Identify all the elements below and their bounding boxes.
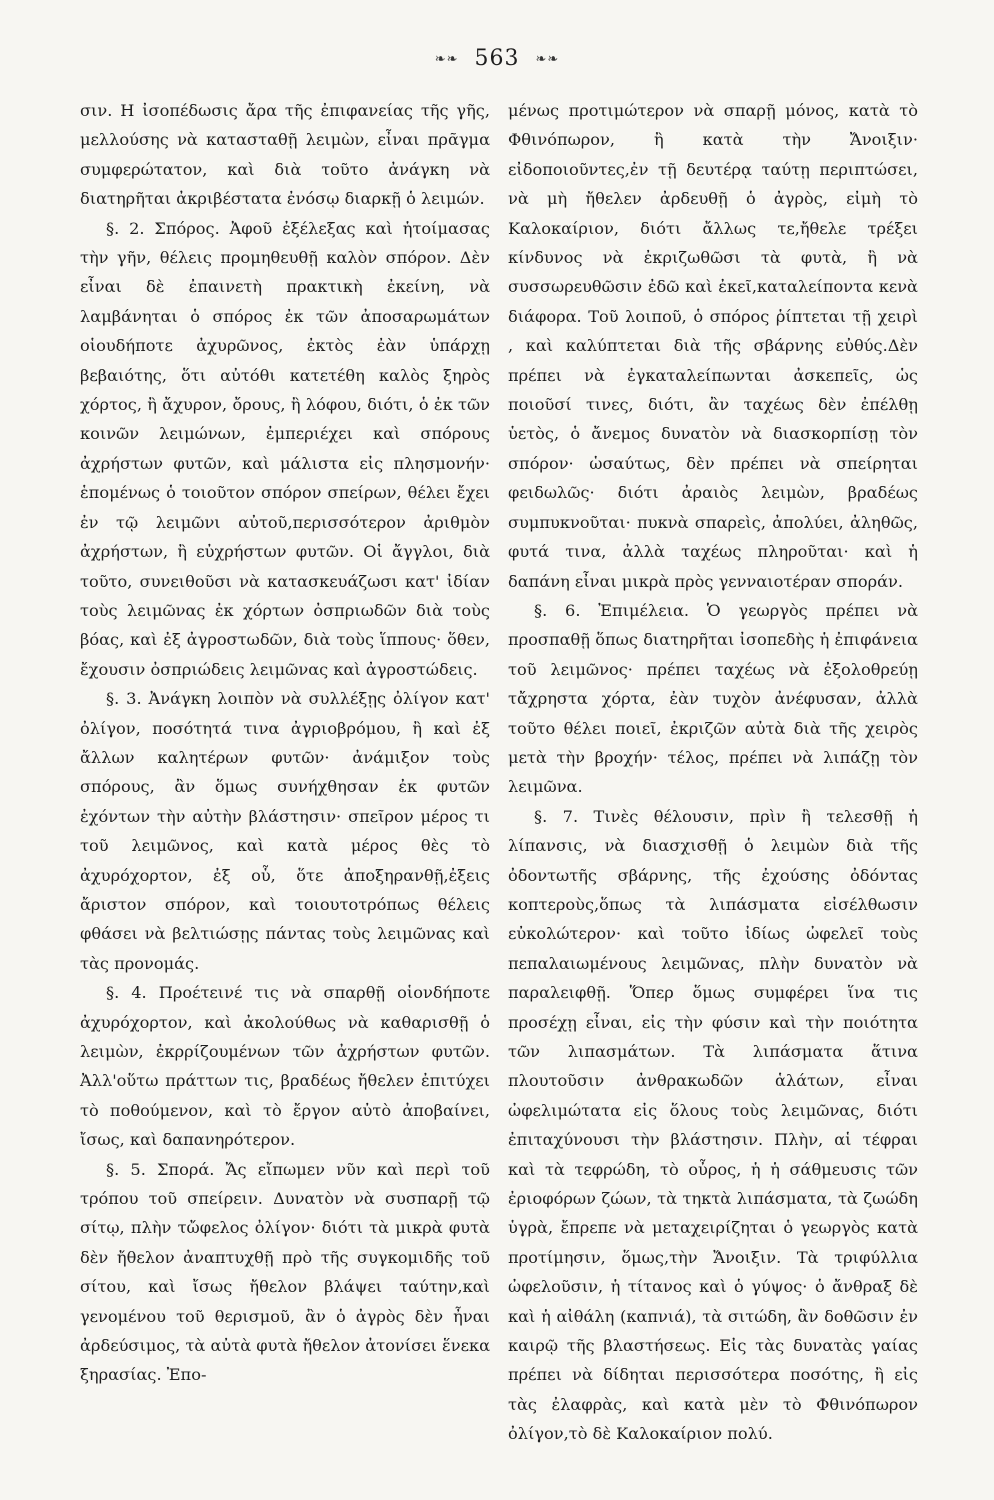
paragraph-section-2: §. 2. Σπόρος. Ἀφοῦ ἐξέλεξας καὶ ἡτοίμασας τὴν γῆν, θέλεις προμηθευθῇ καλὸν σπόρον. Δὲν εἶναι δὲ ἐπαινετὴ πρακτικὴ ἐκείνη, νὰ λαμβάνηται ὁ σπόρος ἐκ τῶν ἀποσαρωμάτων οἱουδήποτε ἀχυρῶνος, ἐκτὸς ἐὰν ὑπάρχῃ βεβαιότης, ὅτι αὐτόθι κατετέθη καλὸς ξηρὸς χόρτος, ἢ ἄχυρον, ὄρους, ἢ λόφου, διότι, ὁ ἐκ τῶν κοινῶν λειμώνων, ἐμπεριέχει καὶ σπόρους ἀχρήστων φυτῶν, καὶ μάλιστα εἰς πλησμονήν· ἑπομένως ὁ τοιοῦτον σπόρον σπείρων, θέλει ἔχει ἐν τῷ λειμῶνι αὐτοῦ,περισσότερον ἀριθμὸν ἀχρήστων, ἢ εὐχρήστων φυτῶν. Οἱ ἄγγλοι, διὰ τοῦτο, συνειθοῦσι νὰ κατασκευάζωσι κατ' ἰδίαν τοὺς λειμῶνας ἐκ χόρτων ὀσπριωδῶν διὰ τοὺς βόας, καὶ ἐξ ἀγροστωδῶν, διὰ τοὺς ἵππους· ὅθεν, ἔχουσιν ὀσπριώδεις λειμῶνας καὶ ἀγροστώδεις. bbox=[80, 218, 490, 679]
paragraph-section-4: §. 4. Προέτεινέ τις νὰ σπαρθῇ οἱονδήποτε ἀχυρόχορτον, καὶ ἀκολούθως νὰ καθαρισθῇ ὁ λειμὼν, ἐκρρίζουμένων τῶν ἀχρήστων φυτῶν. Ἀλλ'οὕτω πράττων τις, βραδέως ἤθελεν ἐπιτύχει τὸ ποθούμενον, καὶ τὸ ἔργον αὐτὸ ἀποβαίνει, ἴσως, καὶ δαπανηρότερον. bbox=[80, 983, 490, 1150]
page-number: 563 bbox=[474, 46, 520, 71]
page-header bbox=[0, 46, 994, 71]
header-ornament-right: ❧❧ bbox=[535, 51, 560, 67]
paragraph-section-7: §. 7. Τινὲς θέλουσιν, πρὶν ἢ τελεσθῇ ἡ λίπανσις, νὰ διασχισθῇ ὁ λειμὼν διὰ τῆς ὀδοντωτῆς σβάρνης, τῆς ἐχούσης ὀδόντας κοπτεροὺς,ὅπως τὰ λιπάσματα εἰσέλθωσιν εὐκολώτερον· καὶ τοῦτο ἰδίως ὠφελεῖ τοὺς πεπαλαιωμένους λειμῶνας, πλὴν δυνατὸν νὰ παραλειφθῇ. Ὅπερ ὅμως συμφέρει ἵνα τις προσέχῃ εἶναι, εἰς τὴν φύσιν καὶ τὴν ποιότητα τῶν λιπασμάτων. Τὰ λιπάσματα ἅτινα πλουτοῦσιν ἀνθρακωδῶν ἁλάτων, εἶναι ὠφελιμώτατα εἰς ὅλους τοὺς λειμῶνας, διότι ἐπιταχύνουσι τὴν βλάστησιν. Πλὴν, αἱ τέφραι καὶ τὰ τεφρώδη, τὸ οὖρος, ἡ ἡ σάθμευσις τῶν ἐριοφόρων ζώων, τὰ τηκτὰ λιπάσματα, τὰ ζωώδη ὑγρὰ, ἔπρεπε νὰ μεταχειρίζηται ὁ γεωργὸς κατὰ προτίμησιν, ὅμως,τὴν Ἄνοιξιν. Τὰ τριφύλλια ὠφελοῦσιν, ἡ τίτανος καὶ ὁ γύψος· ὁ ἄνθραξ δὲ καὶ ἡ αἰθάλη (καπνιά), τὰ σιτώδη, ἂν δοθῶσιν ἐν καιρῷ τῆς βλαστήσεως. Εἰς τὰς δυνατὰς γαίας πρέπει νὰ δίδηται περισσότερα ποσότης, ἢ εἰς τὰς ἐλαφρὰς, καὶ κατὰ μὲν τὸ Φθινόπωρον ὀλίγον,τὸ δὲ Καλοκαίριον πολύ. bbox=[508, 806, 918, 1444]
paragraph-section-6: §. 6. Ἐπιμέλεια. Ὁ γεωργὸς πρέπει νὰ προσπαθῇ ὅπως διατηρῆται ἰσοπεδὴς ἡ ἐπιφάνεια τοῦ λειμῶνος· πρέπει ταχέως νὰ ἐξολοθρεύῃ τἄχρηστα χόρτα, ἐὰν τυχὸν ἀνέφυσαν, ἀλλὰ τοῦτο θέλει ποιεῖ, ἐκριζῶν αὐτὰ διὰ τῆς χειρὸς μετὰ τὴν βροχήν· τέλος, πρέπει νὰ λιπάζῃ τὸν λειμῶνα. bbox=[508, 600, 918, 797]
paragraph: σιν. Η ἰσοπέδωσις ἄρα τῆς ἐπιφανείας τῆς γῆς, μελλούσης νὰ κατασταθῇ λειμὼν, εἶναι πρᾶγμα συμφερώτατον, καὶ διὰ τοῦτο ἀνάγκη νὰ διατηρῆται ἀκριβέστατα ἐνόσῳ διαρκῇ ὁ λειμών. bbox=[80, 101, 490, 209]
header-ornament-left: ❧❧ bbox=[434, 51, 459, 67]
paragraph: μένως προτιμώτερον νὰ σπαρῇ μόνος, κατὰ τὸ Φθινόπωρον, ἢ κατὰ τὴν Ἄνοιξιν· εἰδοποιοῦντες,ἐν τῇ δευτέρᾳ ταύτῃ περιπτώσει, νὰ μὴ ἤθελεν ἀρδευθῇ ὁ ἀγρὸς, εἰμὴ τὸ Καλοκαίριον, διότι ἄλλως τε,ἤθελε τρέξει κίνδυνος νὰ ἐκριζωθῶσι τὰ φυτὰ, ἢ νὰ συσσωρευθῶσιν ἐδῶ καὶ ἐκεῖ,καταλείποντα κενὰ διάφορα. Τοῦ λοιποῦ, ὁ σπόρος ῥίπτεται τῇ χειρὶ , καὶ καλύπτεται διὰ τῆς σβάρνης εὐθύς.Δὲν πρέπει νὰ ἐγκαταλείπωνται ἀσκεπεῖς, ὡς ποιοῦσί τινες, διότι, ἂν ταχέως δὲν ἐπέλθῃ ὑετὸς, ὁ ἄνεμος δυνατὸν νὰ διασκορπίσῃ τὸν σπόρον· ὡσαύτως, δὲν πρέπει νὰ σπείρηται φειδωλῶς· διότι ἀραιὸς λειμὼν, βραδέως συμπυκνοῦται· πυκνὰ σπαρεὶς, ἀπολύει, ἀληθῶς, φυτά τινα, ἀλλὰ ταχέως πληροῦται· καὶ ἡ δαπάνη εἶναι μικρὰ πρὸς γενναιοτέραν σποράν. bbox=[508, 101, 918, 591]
paragraph-section-5: §. 5. Σπορά. Ἄς εἴπωμεν νῦν καὶ περὶ τοῦ τρόπου τοῦ σπείρειν. Δυνατὸν νὰ συσπαρῇ τῷ σίτῳ, πλὴν τὤφελος ὀλίγον· διότι τὰ μικρὰ φυτὰ δὲν ἤθελον ἀναπτυχθῇ πρὸ τῆς συγκομιδῆς τοῦ σίτου, καὶ ἴσως ἤθελον βλάψει ταύτην,καὶ γενομένου τοῦ θερισμοῦ, ἂν ὁ ἀγρὸς δὲν ἦναι ἀρδεύσιμος, τὰ αὐτὰ φυτὰ ἤθελον ἀτονίσει ἕνεκα ξηρασίας. Ἐπο- bbox=[80, 1159, 491, 1385]
right-column bbox=[508, 96, 918, 1449]
paragraph-section-3: §. 3. Ἀνάγκη λοιπὸν νὰ συλλέξῃς ὀλίγον κατ' ὀλίγον, ποσότητά τινα ἀγριοβρόμου, ἢ καὶ ἐξ ἄλλων καλητέρων φυτῶν· ἀνάμιξον τοὺς σπόρους, ἂν ὅμως συνήχθησαν ἐκ φυτῶν ἐχόντων τὴν αὐτὴν βλάστησιν· σπεῖρον μέρος τι τοῦ λειμῶνος, καὶ κατὰ μέρος θὲς τὸ ἀχυρόχορτον, ἐξ οὗ, ὅτε ἀποξηρανθῇ,ἐξεις ἄριστον σπόρον, καὶ τοιουτοτρόπως θέλεις φθάσει νὰ βελτιώσῃς πάντας τοὺς λειμῶνας καὶ τὰς προνομάς. bbox=[80, 689, 490, 973]
left-column bbox=[80, 96, 490, 1390]
